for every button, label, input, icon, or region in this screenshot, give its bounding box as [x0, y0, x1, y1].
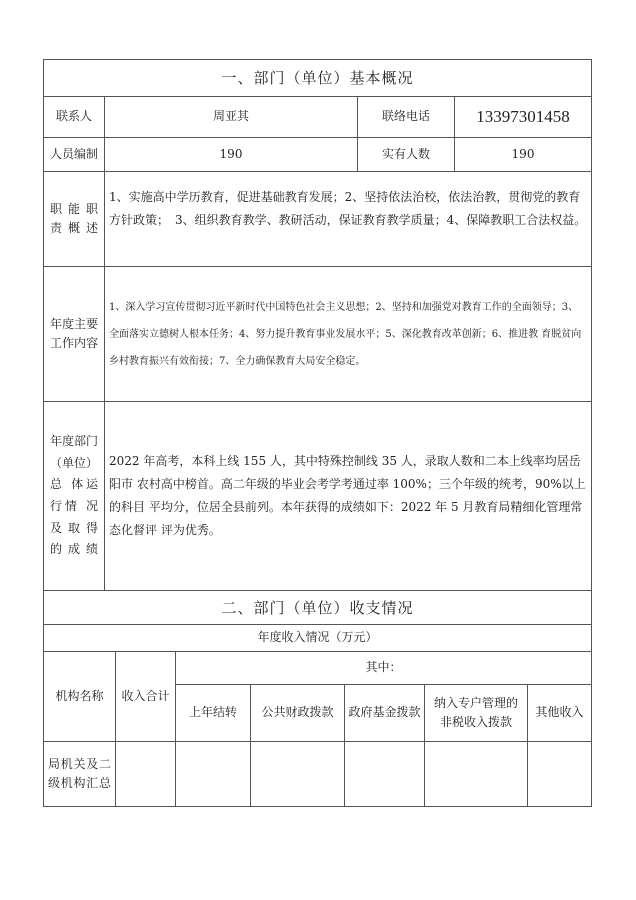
actual-count: 190: [454, 137, 592, 172]
contact-name: 周亚其: [104, 96, 358, 138]
col-carryover: 上年结转: [175, 684, 251, 742]
col-public-finance: 公共财政拨款: [250, 684, 345, 742]
contact-label: 联系人: [43, 96, 105, 138]
cell: [344, 741, 425, 807]
achievements-text: 2022 年高考，本科上线 155 人，其中特殊控制线 35 人，录取人数和二本上线率均居岳阳市 农村高中榜首。高二年级的毕业会考学考通过率 100%；三个年级的统考，90%以上的科目 平均分，位居全县前列。本年获得的成绩如下：2022 年 5 月教育局精细化管理常态化督评 评为优秀。: [104, 401, 592, 591]
cell: [175, 741, 251, 807]
col-gov-fund: 政府基金拨款: [344, 684, 425, 742]
cell: [250, 741, 345, 807]
col-org: 机构名称: [43, 651, 116, 742]
col-other: 其他收入: [527, 684, 592, 742]
cell: [115, 741, 176, 807]
work-label: 年度主要工作内容: [43, 266, 105, 402]
row-org-summary: 局机关及二级机构汇总: [43, 741, 116, 807]
staff-label: 人员编制: [43, 137, 105, 172]
achievements-label: 年度部门（单位）总 体运行情 况及取得 的成绩: [43, 401, 105, 591]
income-title: 年度收入情况（万元）: [43, 624, 592, 652]
duties-text: 1、实施高中学历教育，促进基础教育发展；2、坚持依法治校，依法治教，贯彻党的教育 方针政策； 3、组织教育教学、教研活动，保证教育教学质量；4、保障教职工合法权益。: [104, 171, 592, 267]
section1-title: 一、部门（单位）基本概况: [43, 59, 592, 97]
work-text: 1、深入学习宣传贯彻习近平新时代中国特色社会主义思想；2、坚持和加强党对教育工作的全面领导；3、全面落实立德树人根本任务；4、努力提升教育事业发展水平；5、深化教育改革创新；6、推进教 育脱贫向乡村教育振兴有效衔接；7、全力确保教育大局安全稳定。: [104, 266, 592, 402]
section2-title: 二、部门（单位）收支情况: [43, 590, 592, 625]
phone-value: 13397301458: [454, 96, 592, 138]
cell: [424, 741, 528, 807]
actual-label: 实有人数: [357, 137, 455, 172]
phone-label: 联络电话: [357, 96, 455, 138]
duties-label: 职 能 职 责 概 述: [43, 171, 105, 267]
staff-count: 190: [104, 137, 358, 172]
col-nontax: 纳入专户管理的 非税收入拨款: [424, 684, 528, 742]
col-total: 收入合计: [115, 651, 176, 742]
among-header: 其中：: [175, 651, 592, 685]
cell: [527, 741, 592, 807]
